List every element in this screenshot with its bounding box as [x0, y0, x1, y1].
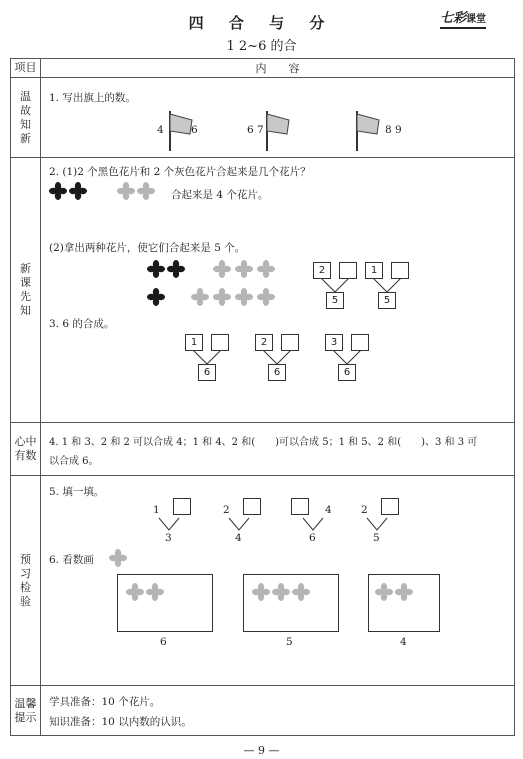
black-flowers [49, 182, 89, 200]
page-number: — 9 — [243, 744, 280, 757]
question-2: 2. (1)2 个黑色花片和 2 个灰色花片合起来是几个花片？ [49, 166, 311, 178]
fill-4-total: 5 [373, 532, 380, 544]
tree6-2-left: 2 [255, 334, 273, 351]
gray-flowers [117, 182, 157, 200]
tree-b-total: 5 [378, 292, 396, 309]
draw-box-3[interactable] [368, 574, 440, 632]
question-4-line2: 以合成 6。 [49, 456, 99, 467]
gray-flowers-row1 [213, 260, 277, 278]
fill-lines [295, 514, 335, 534]
fill-2-left: 2 [223, 504, 230, 516]
draw-box-1[interactable] [117, 574, 213, 632]
gray-flowers [252, 583, 318, 601]
tree6-1-right[interactable] [211, 334, 229, 351]
fill-4-left: 2 [361, 504, 368, 516]
flower-icon [109, 549, 127, 567]
tips-content [41, 686, 515, 736]
tree-b-right[interactable] [391, 262, 409, 279]
draw-box-1-total: 6 [160, 636, 167, 648]
question-5: 5. 填一填。 [49, 486, 105, 498]
question-1: 1. 写出旗上的数。 [49, 92, 136, 104]
fill-2-right[interactable] [243, 498, 261, 515]
answer-2-1: 合起来是 4 个花片。 [171, 189, 269, 201]
question-4-line1: 4. 1 和 3、2 和 2 可以合成 4；1 和 4、2 和( )可以合成 5；1 和 5、2 和( )、3 和 3 可 [49, 437, 478, 448]
fill-3-total: 6 [309, 532, 316, 544]
black-flowers-row2 [147, 288, 167, 306]
tree6-1-total: 6 [198, 364, 216, 381]
flag-1-left: 4 [157, 124, 164, 136]
tips-line-2: 知识准备：10 以内数的认识。 [49, 716, 192, 728]
row-label-preview: 预 习 检 验 [11, 476, 41, 686]
flag-1-right: 6 [191, 124, 198, 136]
tree6-2-right[interactable] [281, 334, 299, 351]
question-2-2: (2)拿出两种花片，使它们合起来是 5 个。 [49, 242, 246, 254]
page-title: 四 合 与 分 [188, 14, 335, 32]
draw-box-3-total: 4 [400, 636, 407, 648]
gray-flowers-row2 [191, 288, 281, 306]
tree6-3-left: 3 [325, 334, 343, 351]
col-header-content: 内 容 [41, 59, 515, 78]
fill-lines [359, 514, 399, 534]
preview-content [41, 476, 515, 686]
row-label-tips: 温馨 提示 [11, 686, 41, 736]
tree6-1-left: 1 [185, 334, 203, 351]
black-flowers-row1 [147, 260, 187, 278]
gray-flowers [126, 583, 170, 601]
gray-flowers [375, 583, 419, 601]
row-label-review: 温 故 知 新 [11, 78, 41, 158]
tree6-3-right[interactable] [351, 334, 369, 351]
tips-line-1: 学具准备：10 个花片。 [49, 696, 161, 708]
question-6: 6. 看数画 [49, 554, 94, 566]
fill-1-total: 3 [165, 532, 172, 544]
fill-3-left[interactable] [291, 498, 309, 515]
row-label-heart: 心中 有数 [11, 423, 41, 476]
tree-a-left: 2 [313, 262, 331, 279]
review-content [41, 78, 515, 158]
flag-icon [166, 111, 194, 151]
worksheet-table [10, 58, 515, 736]
heart-content [41, 423, 515, 476]
new-content [41, 158, 515, 423]
flag-2-left: 6 7 [247, 124, 264, 136]
question-3: 3. 6 的合成。 [49, 318, 115, 330]
draw-box-2[interactable] [243, 574, 339, 632]
tree-a-right[interactable] [339, 262, 357, 279]
brand-logo: 七彩课堂 [440, 7, 486, 29]
fill-1-left: 1 [153, 504, 160, 516]
tree-b-left: 1 [365, 262, 383, 279]
draw-box-2-total: 5 [286, 636, 293, 648]
fill-2-total: 4 [235, 532, 242, 544]
tree6-2-total: 6 [268, 364, 286, 381]
row-label-new: 新 课 先 知 [11, 158, 41, 423]
flag-icon [263, 111, 291, 151]
fill-lines [221, 514, 261, 534]
fill-lines [151, 514, 191, 534]
flag-icon [353, 111, 381, 151]
flag-3-right: 8 9 [385, 124, 402, 136]
tree6-3-total: 6 [338, 364, 356, 381]
tree-a-total: 5 [326, 292, 344, 309]
fill-1-right[interactable] [173, 498, 191, 515]
fill-4-right[interactable] [381, 498, 399, 515]
fill-3-right: 4 [325, 504, 332, 516]
col-header-item: 项目 [11, 59, 41, 78]
page-subtitle: 1 2~6 的合 [226, 39, 297, 54]
